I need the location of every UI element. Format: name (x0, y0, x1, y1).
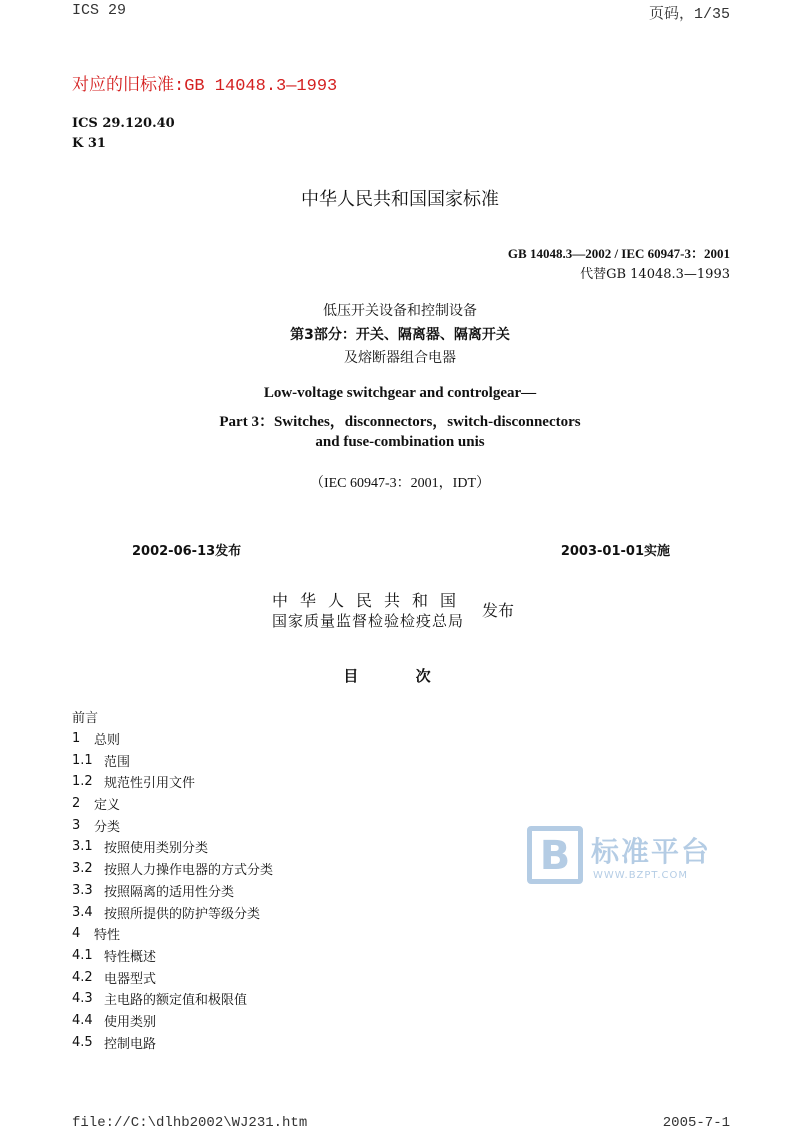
iec-reference: （IEC 60947-3：2001，IDT） (309, 476, 491, 491)
toc-item[interactable] (72, 880, 572, 902)
toc-number: 4.3 (72, 991, 93, 1007)
toc-item-preface[interactable] (72, 706, 572, 728)
toc-number: 4.5 (72, 1034, 93, 1050)
standard-number: GB 14048.3—2002 / IEC 60947-3：2001 (507, 246, 730, 261)
publish-date: 2002-06-13发布 (132, 544, 242, 559)
toc-number: 4.4 (72, 1012, 93, 1028)
ics-code: ICS 29.120.40 (72, 116, 175, 131)
k-code: K 31 (72, 136, 106, 151)
toc-label: 前言 (72, 711, 99, 727)
toc-label: 范围 (104, 754, 131, 770)
issuer-line-2: 国家质量监督检验检疫总局 (272, 612, 465, 630)
toc-item[interactable] (72, 836, 572, 858)
toc-item[interactable] (72, 793, 572, 815)
toc-item[interactable] (72, 966, 572, 988)
issuer-line-1: 中华人民共和国 (272, 591, 469, 610)
toc-number: 3.4 (72, 904, 93, 920)
toc-item[interactable] (72, 988, 572, 1010)
header-left: ICS 29 (72, 2, 127, 19)
old-standard-note: 对应的旧标准:GB 14048.3—1993 (72, 77, 338, 96)
chinese-title-line: 第3部分：开关、隔离器、隔离开关 (290, 327, 510, 343)
toc-number: 2 (72, 796, 81, 812)
toc-label: 按照所提供的防护等级分类 (104, 906, 261, 922)
toc-label: 特性 (94, 928, 121, 944)
toc-label: 使用类别 (104, 1014, 157, 1030)
toc-item[interactable] (72, 749, 572, 771)
footer-file-path: file://C:\dlhb2002\WJ231.htm (72, 1115, 308, 1131)
issuer-block (272, 588, 532, 630)
issuer-suffix: 发布 (482, 601, 515, 620)
toc-number: 3.1 (72, 839, 93, 855)
watermark-text: 标准平台 (591, 835, 712, 868)
toc-label: 控制电路 (104, 1036, 157, 1052)
page-number: 页码，1/35 (648, 6, 730, 23)
english-title-line: and fuse-combination unis (315, 434, 485, 450)
english-title-line: Part 3：Switches，disconnectors，switch-disconnectors (219, 414, 581, 430)
toc-number: 3.2 (72, 861, 93, 877)
toc-label: 总则 (94, 733, 121, 749)
toc-label: 定义 (94, 798, 121, 814)
watermark-url: WWW.BZPT.COM (593, 870, 689, 881)
english-title-line: Low-voltage switchgear and controlgear— (263, 385, 537, 401)
toc-label: 按照人力操作电器的方式分类 (104, 863, 274, 879)
chinese-title-line: 及熔断器组合电器 (344, 350, 456, 366)
footer-date: 2005-7-1 (662, 1115, 730, 1131)
toc-label: 主电路的额定值和极限值 (104, 993, 248, 1009)
toc-title: 目 次 (343, 667, 457, 685)
toc-number: 4.2 (72, 969, 93, 985)
toc-item[interactable] (72, 1010, 572, 1032)
toc-item[interactable] (72, 814, 572, 836)
national-standard-title: 中华人民共和国国家标准 (301, 189, 499, 210)
toc-item[interactable] (72, 1031, 572, 1053)
toc-number: 1.1 (72, 752, 93, 768)
toc-number: 3.3 (72, 882, 93, 898)
toc-number: 1 (72, 731, 81, 747)
toc-number: 1.2 (72, 774, 93, 790)
toc-item[interactable] (72, 771, 572, 793)
toc-number: 4.1 (72, 947, 93, 963)
toc-item[interactable] (72, 858, 572, 880)
toc-item[interactable] (72, 923, 572, 945)
toc-label: 特性概述 (104, 949, 157, 965)
replaces-note: 代替GB 14048.3—1993 (580, 267, 730, 282)
toc-label: 按照隔离的适用性分类 (104, 884, 235, 900)
chinese-title-line: 低压开关设备和控制设备 (323, 303, 477, 319)
toc-label: 电器型式 (104, 971, 157, 987)
toc-number: 3 (72, 817, 81, 833)
toc-label: 规范性引用文件 (104, 776, 196, 792)
toc-item[interactable] (72, 728, 572, 750)
bzpt-watermark (527, 826, 727, 886)
watermark-logo-letter: B (539, 833, 571, 879)
toc-label: 按照使用类别分类 (104, 841, 209, 857)
table-of-contents (72, 706, 572, 1053)
toc-item[interactable] (72, 945, 572, 967)
watermark-logo-icon (527, 826, 583, 884)
toc-label: 分类 (94, 819, 121, 835)
toc-item[interactable] (72, 901, 572, 923)
toc-number: 4 (72, 926, 81, 942)
implement-date: 2003-01-01实施 (560, 544, 670, 559)
